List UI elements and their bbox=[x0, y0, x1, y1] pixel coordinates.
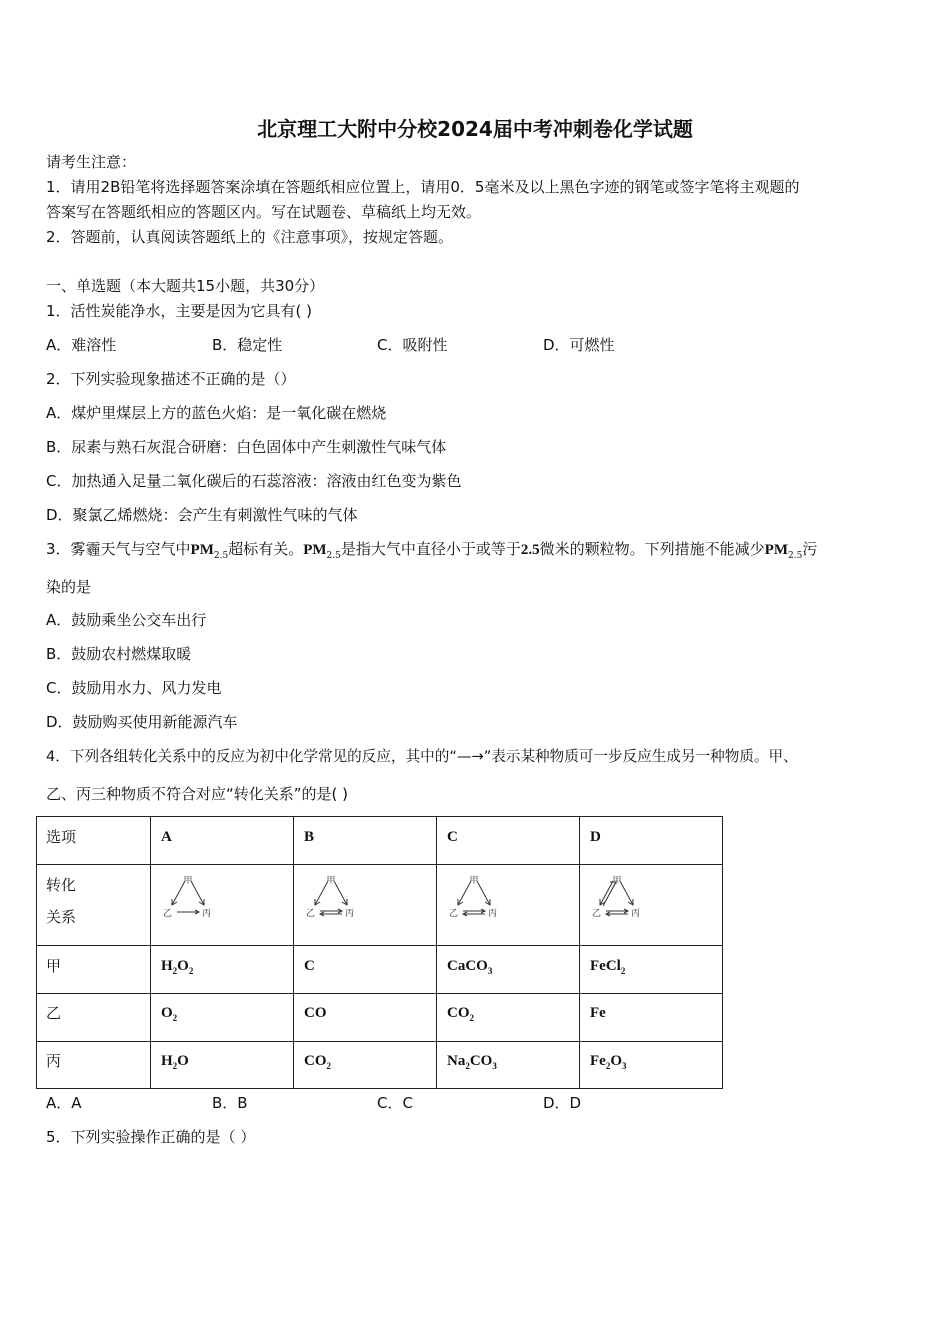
q1-option-d[interactable]: D．可燃性 bbox=[543, 336, 615, 354]
table-rule bbox=[150, 816, 151, 1089]
q1-option-a[interactable]: A．难溶性 bbox=[46, 336, 117, 354]
q4-option-b[interactable]: B．B bbox=[212, 1094, 248, 1112]
conversion-diagram-c bbox=[446, 873, 516, 919]
svg-text:乙: 乙 bbox=[449, 909, 459, 919]
svg-text:丙: 丙 bbox=[345, 909, 355, 919]
notice-item-1-cont: 答案写在答题纸相应的答题区内。写在试题卷、草稿纸上均无效。 bbox=[46, 203, 482, 221]
triangle-arrow-icon bbox=[303, 873, 373, 919]
notice-heading: 请考生注意： bbox=[46, 153, 137, 171]
q2-option-a[interactable]: A．煤炉里煤层上方的蓝色火焰：是一氧化碳在燃烧 bbox=[46, 404, 387, 422]
q3-option-d[interactable]: D．鼓励购买使用新能源汽车 bbox=[46, 713, 238, 731]
table-rule bbox=[36, 816, 723, 817]
triangle-arrow-icon bbox=[446, 873, 516, 919]
table-cell: CO bbox=[304, 1005, 327, 1021]
triangle-arrow-icon bbox=[160, 873, 230, 919]
table-rule bbox=[579, 816, 580, 1089]
q2-option-d[interactable]: D．聚氯乙烯燃烧：会产生有刺激性气味的气体 bbox=[46, 506, 358, 524]
table-cell: $CO_2$ bbox=[304, 1053, 331, 1071]
table-cell: $CO_2$ bbox=[447, 1005, 474, 1023]
q1-option-c[interactable]: C．吸附性 bbox=[377, 336, 448, 354]
table-header-c: C bbox=[447, 829, 458, 845]
notice-item-2: 2．答题前，认真阅读答题纸上的《注意事项》，按规定答题。 bbox=[46, 228, 454, 246]
conversion-diagram-b bbox=[303, 873, 373, 919]
table-cell: $H_2O$ bbox=[161, 1053, 189, 1071]
row-label-jia: 甲 bbox=[46, 957, 62, 975]
question-1-stem: 1．活性炭能净水，主要是因为它具有( ) bbox=[46, 302, 313, 320]
triangle-arrow-icon bbox=[589, 873, 659, 919]
table-rule bbox=[36, 945, 723, 946]
q2-option-c[interactable]: C．加热通入足量二氧化碳后的石蕊溶液：溶液由红色变为紫色 bbox=[46, 472, 462, 490]
table-cell: $O_2$ bbox=[161, 1005, 178, 1023]
table-rule bbox=[293, 816, 294, 1089]
svg-text:丙: 丙 bbox=[488, 909, 498, 919]
q4-option-d[interactable]: D．D bbox=[543, 1094, 582, 1112]
conversion-diagram-d bbox=[589, 873, 659, 919]
row-label-relation: 关系 bbox=[46, 908, 77, 926]
svg-text:甲: 甲 bbox=[183, 876, 193, 886]
svg-text:乙: 乙 bbox=[163, 909, 173, 919]
table-header-b: B bbox=[304, 829, 315, 845]
table-cell: $H_2O_2$ bbox=[161, 958, 194, 976]
table-header-option: 选项 bbox=[46, 828, 77, 846]
conversion-diagram-a bbox=[160, 873, 230, 919]
svg-text:甲: 甲 bbox=[326, 876, 336, 886]
q1-option-b[interactable]: B．稳定性 bbox=[212, 336, 283, 354]
table-rule bbox=[36, 1041, 723, 1042]
table-rule bbox=[36, 864, 723, 865]
table-rule bbox=[36, 816, 37, 1089]
table-cell: CaCO$_3$ bbox=[447, 958, 493, 976]
q2-option-b[interactable]: B．尿素与熟石灰混合研磨：白色固体中产生刺激性气味气体 bbox=[46, 438, 447, 456]
section-heading: 一、单选题（本大题共15小题，共30分） bbox=[46, 277, 325, 295]
table-rule bbox=[722, 816, 723, 1089]
question-4-stem-cont: 乙、丙三种物质不符合对应“转化关系”的是( ) bbox=[46, 785, 349, 803]
svg-text:丙: 丙 bbox=[202, 909, 212, 919]
table-rule bbox=[36, 993, 723, 994]
svg-text:乙: 乙 bbox=[306, 909, 316, 919]
table-header-d: D bbox=[590, 829, 601, 845]
svg-text:乙: 乙 bbox=[592, 909, 602, 919]
table-rule bbox=[36, 1088, 723, 1089]
page-title: 北京理工大附中分校2024届中考冲刺卷化学试题 bbox=[257, 117, 693, 141]
q3-option-a[interactable]: A．鼓励乘坐公交车出行 bbox=[46, 611, 207, 629]
row-label-yi: 乙 bbox=[46, 1004, 62, 1022]
q3-option-c[interactable]: C．鼓励用水力、风力发电 bbox=[46, 679, 222, 697]
table-cell: FeCl$_2$ bbox=[590, 958, 626, 976]
svg-text:甲: 甲 bbox=[612, 876, 622, 886]
row-label-conversion: 转化 bbox=[46, 876, 77, 894]
table-cell: $Fe_2O_3$ bbox=[590, 1053, 627, 1071]
question-5-stem: 5．下列实验操作正确的是（ ） bbox=[46, 1128, 256, 1146]
question-2-stem: 2．下列实验现象描述不正确的是（） bbox=[46, 370, 296, 388]
q4-option-c[interactable]: C．C bbox=[377, 1094, 413, 1112]
row-label-bing: 丙 bbox=[46, 1052, 62, 1070]
table-cell: C bbox=[304, 958, 315, 974]
q4-option-a[interactable]: A．A bbox=[46, 1094, 82, 1112]
table-cell: $Na_2CO_3$ bbox=[447, 1053, 497, 1071]
table-cell: Fe bbox=[590, 1005, 606, 1021]
svg-text:甲: 甲 bbox=[469, 876, 479, 886]
svg-text:丙: 丙 bbox=[631, 909, 641, 919]
notice-item-1: 1．请用2B铅笔将选择题答案涂填在答题纸相应位置上，请用0．5毫米及以上黑色字迹的钢笔或签字笔将主观题的 bbox=[46, 178, 800, 196]
question-4-stem: 4．下列各组转化关系中的反应为初中化学常见的反应，其中的“—→”表示某种物质可一步反应生成另一种物质。甲、 bbox=[46, 748, 798, 765]
question-3-stem-cont: 染的是 bbox=[46, 578, 92, 596]
q3-option-b[interactable]: B．鼓励农村燃煤取暖 bbox=[46, 645, 192, 663]
table-header-a: A bbox=[161, 829, 172, 845]
table-rule bbox=[436, 816, 437, 1089]
question-3-stem: 3．雾霾天气与空气中$PM_{2.5}$超标有关。$PM_{2.5}$是指大气中直径小于或等于2.5微米的颗粒物。下列措施不能减少$PM_{2.5}$污 bbox=[46, 540, 818, 561]
